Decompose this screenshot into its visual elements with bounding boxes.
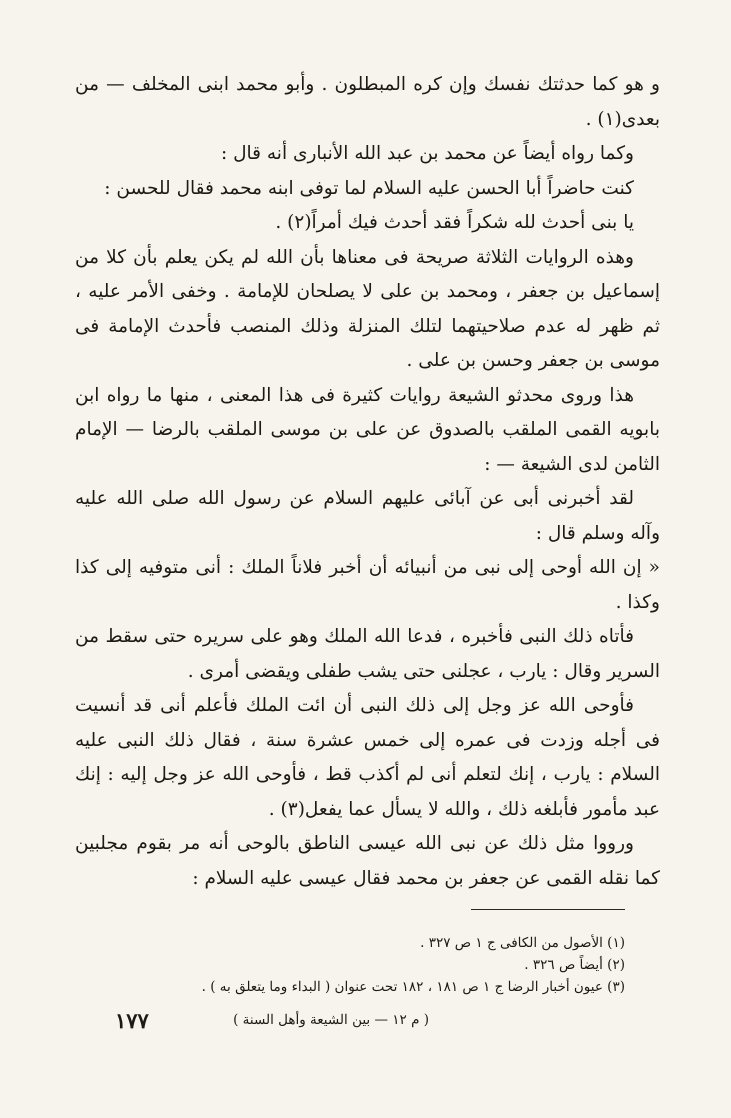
page-number: ١٧٧ [115,1008,149,1033]
paragraph: وهذه الروايات الثلاثة صريحة فى معناها بأن الله لم يكن يعلم بأن كلا من إسماعيل بن جعفر ، ومحمد بن على لا يصلحان للإمامة . وخفى الأمر عليه ، ثم ظهر له عدم صلاحيتهما لتلك المنزلة وذلك المنصب فأحدث الإمامة فى موسى بن جعفر وحسن بن على . [75,246,660,371]
paragraph: يا بنى أحدث لله شكراً فقد أحدث فيك أمراً(٢) . [275,212,634,233]
paragraph: ورووا مثل ذلك عن نبى الله عيسى الناطق بالوحى أنه مر بقوم مجلبين كما نقله القمى عن جعفر بن محمد فقال عيسى عليه السلام : [75,833,660,889]
paragraph: فأتاه ذلك النبى فأخبره ، فدعا الله الملك وهو على سريره حتى سقط من السرير وقال : يارب ، عجلنى حتى يشب طفلى ويقضى أمرى . [75,626,660,682]
footnote-divider [471,909,625,910]
page-footer [115,1008,625,1038]
paragraph: هذا وروى محدثو الشيعة روايات كثيرة فى هذا المعنى ، منها ما رواه ابن بابويه القمى الملقب بالصدوق عن على بن موسى الملقب بالرضا — الإمام الثامن لدى الشيعة — : [75,384,660,475]
paragraph: كنت حاضراً أبا الحسن عليه السلام لما توفى ابنه محمد فقال للحسن : [104,177,634,199]
footnote: (١) الأصول من الكافى ج ١ ص ٣٢٧ . [420,935,625,951]
paragraph: فأوحى الله عز وجل إلى ذلك النبى أن ائت الملك فأعلم أنى قد أنسيت فى أجله وزدت فى عمره إلى خمس عشرة سنة ، فقال ذلك النبى عليه السلام : يارب ، إنك لتعلم أنى لم أكذب قط ، فأوحى الله عز وجل إليه : إنك عبد مأمور فأبلغه ذلك ، والله لا يسأل عما يفعل(٣) . [75,695,660,820]
paragraph: وكما رواه أيضاً عن محمد بن عبد الله الأنبارى أنه قال : [220,143,634,164]
signature-mark: ( م ١٢ — بين الشيعة وأهل السنة ) [233,1012,429,1028]
paragraph: لقد أخبرنى أبى عن آبائى عليهم السلام عن رسول الله صلى الله عليه وآله وسلم قال : [75,488,660,544]
footnote: (٣) عيون أخبار الرضا ج ١ ص ١٨١ ، ١٨٢ تحت عنوان ( البداء وما يتعلق به ) . [201,979,625,995]
footnotes [105,932,625,998]
footnote: (٢) أيضاً ص ٣٢٦ . [524,957,625,973]
paragraph: و هو كما حدثتك نفسك وإن كره المبطلون . وأبو محمد ابنى المخلف — من بعدى(١) . [75,74,660,130]
body-text [75,68,660,896]
paragraph: « إن الله أوحى إلى نبى من أنبيائه أن أخبر فلاناً الملك : أنى متوفيه إلى كذا وكذا . [75,557,660,613]
